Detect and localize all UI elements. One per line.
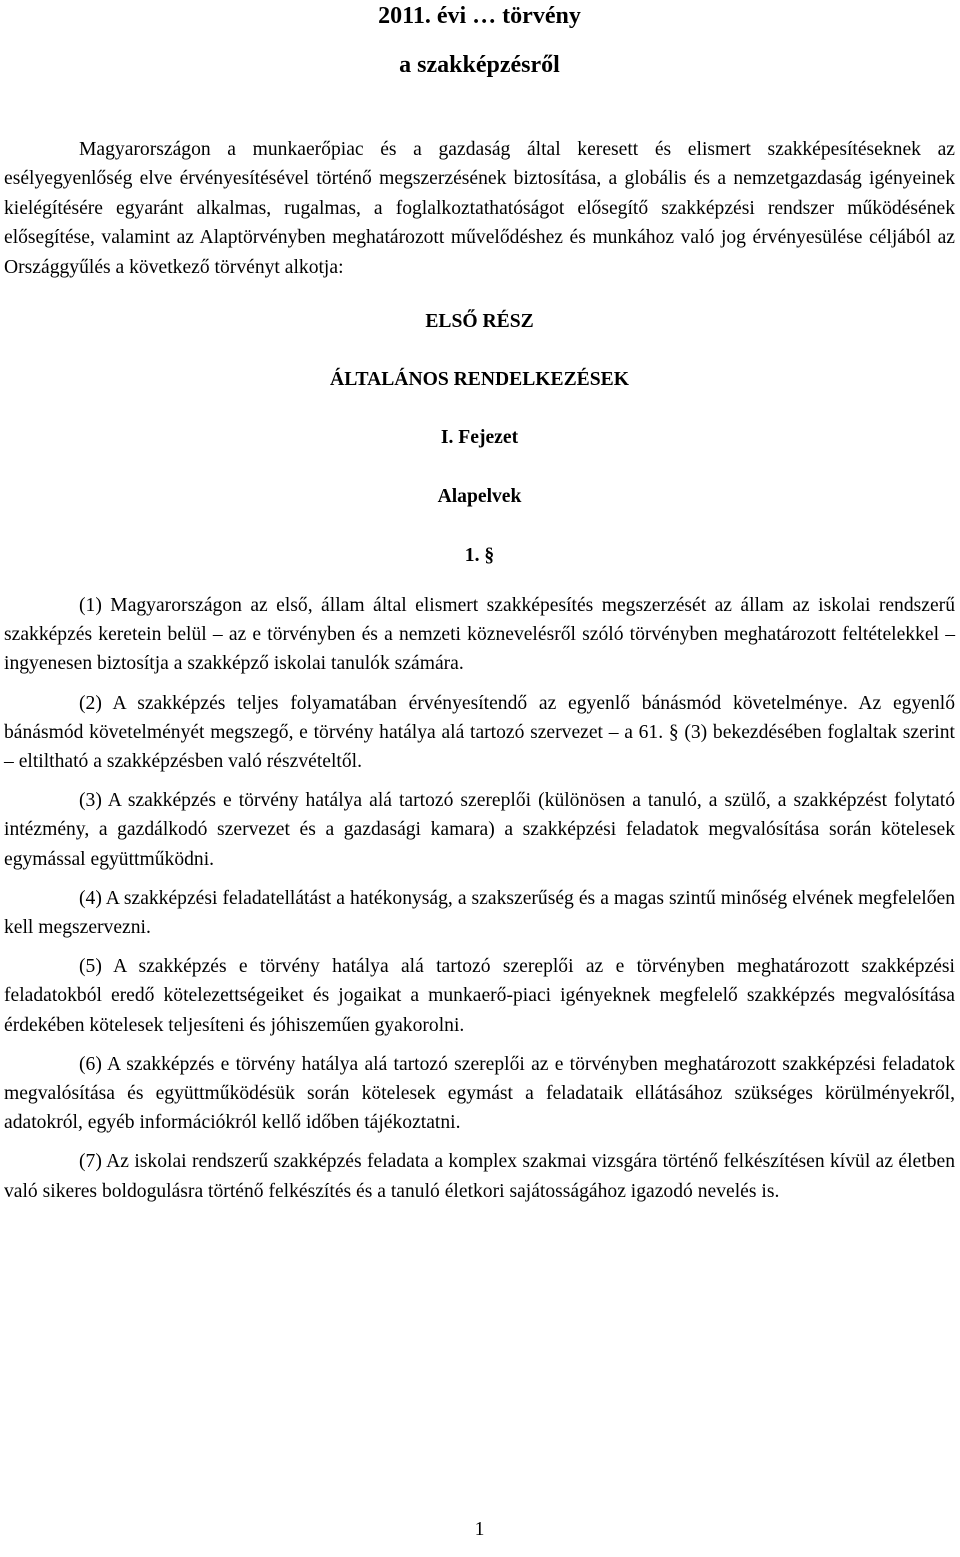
law-subject: a szakképzésről — [399, 52, 560, 78]
paragraph-5: (5) A szakképzés e törvény hatálya alá tartozó szereplői az e törvényben meghatározott szakképzési feladatokból eredő kötelezettségeiket és jogaikat a munkaerő-piaci igényeknek megfelelő szakképzés megvalósítása érdekében kötelesek teljesíteni és jóhiszeműen gyakorolni. — [4, 956, 955, 1036]
paragraph-3: (3) A szakképzés e törvény hatálya alá tartozó szereplői (különösen a tanuló, a szülő, a szakképzést folytató intézmény, a gazdálkodó szervezet és a gazdasági kamara) a szakképzési feladatok megvalósítása során kötelesek egymással együttműködni. — [4, 790, 955, 870]
paragraph-4: (4) A szakképzési feladatellátást a hatékonyság, a szakszerűség és a magas szintű minőség elvének megfelelően kell megszervezni. — [4, 887, 955, 939]
section-number: 1. § — [464, 545, 495, 567]
section-paragraphs — [4, 591, 955, 1206]
paragraph-7: (7) Az iskolai rendszerű szakképzés feladata a komplex szakmai vizsgára történő felkészítésen kívül az életben való sikeres boldogulásra történő felkészítés és a tanuló életkori sajátosságához igazodó nevelés is. — [4, 1151, 955, 1202]
chapter-heading: I. Fejezet — [440, 427, 519, 449]
law-title: 2011. évi … törvény — [378, 3, 581, 29]
document-page — [4, 0, 955, 1557]
paragraph-2: (2) A szakképzés teljes folyamatában érvényesítendő az egyenlő bánásmód követelménye. Az egyenlő bánásmód követelményét megszegő, e törvény hatálya alá tartozó szervezet – a 61. § (3) bekezdésében foglaltak szerint – eltiltható a szakképzésben való részvételtől. — [4, 692, 955, 773]
part-title: ÁLTALÁNOS RENDELKEZÉSEK — [330, 369, 629, 391]
preamble: Magyarországon a munkaerőpiac és a gazdaság által keresett és elismert szakképesítéseknek az esélyegyenlőség elve érvényesítésével történő megszerzésének biztosítása, a globális és a nemzetgazdaság igényeinek kielégítésére egyaránt alkalmas, rugalmas, a foglalkoztathatóságot elősegítő szakképzési rendszer működésének elősegítése, valamint az Alaptörvényben meghatározott művelődéshez és munkához való jog érvényesülése céljából az Országgyűlés a következő törvényt alkotja: — [4, 139, 955, 278]
paragraph-1: (1) Magyarországon az első, állam által elismert szakképesítés megszerzését az állam az iskolai rendszerű szakképzés keretein belül – az e törvényben és a nemzeti köznevelésről szóló törvényben meghatározott feltételekkel – ingyenesen biztosítja a szakképző iskolai tanulók számára. — [4, 595, 955, 675]
page-number: 1 — [474, 1519, 485, 1540]
part-heading: ELSŐ RÉSZ — [425, 311, 534, 333]
paragraph-6: (6) A szakképzés e törvény hatálya alá tartozó szereplői az e törvényben meghatározott szakképzési feladatok megvalósítása és együttműködésük során kötelesek egymást a feladataik ellátásához szükséges körülményekről, adatokról, egyéb információkról kellő időben tájékoztatni. — [4, 1053, 955, 1134]
chapter-title: Alapelvek — [437, 486, 522, 508]
